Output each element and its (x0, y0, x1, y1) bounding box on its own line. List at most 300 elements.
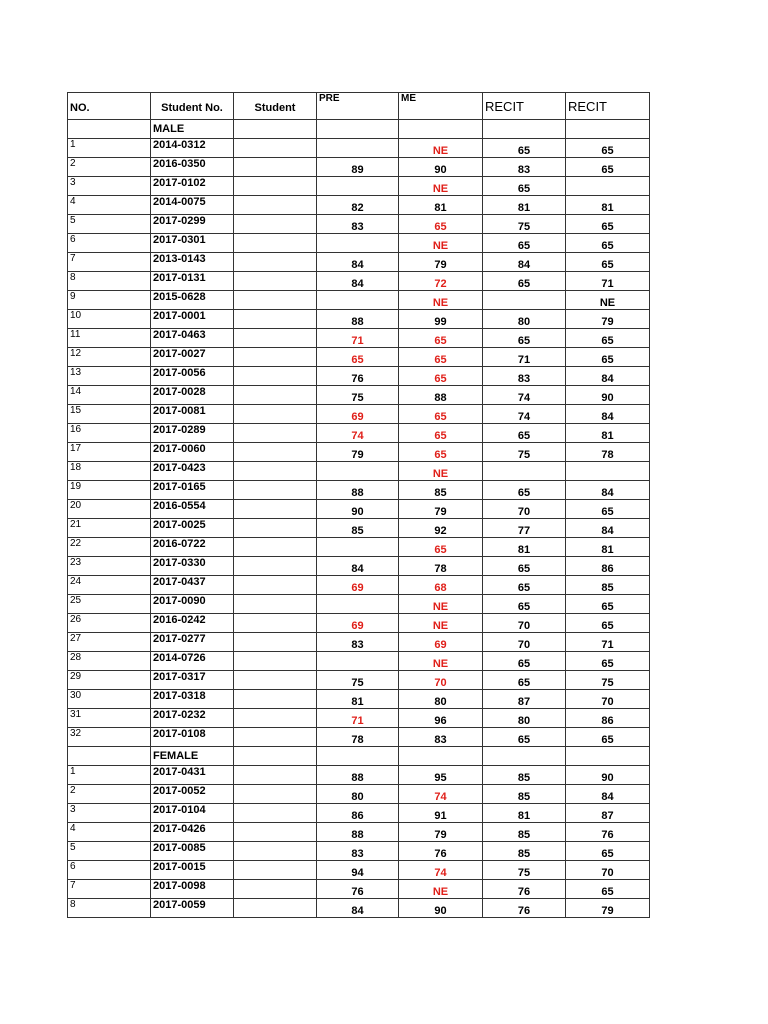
pre-grade: 89 (317, 158, 399, 177)
recit-1-grade: 70 (483, 500, 566, 519)
pre-grade: 88 (317, 481, 399, 500)
table-row (68, 386, 650, 405)
recit-1-grade: 83 (483, 158, 566, 177)
recit-2-grade: 65 (566, 329, 650, 348)
pre-grade: 78 (317, 728, 399, 747)
student-name (234, 234, 317, 253)
row-number: 6 (68, 861, 151, 880)
row-number: 22 (68, 538, 151, 557)
me-grade: 74 (399, 861, 483, 880)
student-name (234, 405, 317, 424)
student-name (234, 899, 317, 918)
recit-2-grade: 79 (566, 310, 650, 329)
recit-1-grade: 65 (483, 139, 566, 158)
row-number: 25 (68, 595, 151, 614)
me-grade: 76 (399, 842, 483, 861)
student-number: 2017-0028 (151, 386, 234, 405)
recit-1-grade: 81 (483, 538, 566, 557)
student-number: 2017-0289 (151, 424, 234, 443)
table-row (68, 576, 650, 595)
row-number: 30 (68, 690, 151, 709)
student-name (234, 139, 317, 158)
student-name (234, 291, 317, 310)
student-name (234, 177, 317, 196)
table-row (68, 785, 650, 804)
table-row (68, 500, 650, 519)
table-row (68, 139, 650, 158)
section-spacer (234, 120, 317, 139)
recit-2-grade: 71 (566, 633, 650, 652)
header-recit-2: RECIT (566, 93, 650, 120)
table-row (68, 158, 650, 177)
pre-grade: 65 (317, 348, 399, 367)
student-name (234, 861, 317, 880)
recit-1-grade: 65 (483, 234, 566, 253)
row-number: 7 (68, 253, 151, 272)
me-grade: 69 (399, 633, 483, 652)
student-name (234, 253, 317, 272)
recit-2-grade: 65 (566, 728, 650, 747)
student-number: 2017-0025 (151, 519, 234, 538)
row-number: 1 (68, 766, 151, 785)
student-name (234, 671, 317, 690)
student-number: 2017-0463 (151, 329, 234, 348)
student-name (234, 614, 317, 633)
student-name (234, 329, 317, 348)
me-grade: 70 (399, 671, 483, 690)
recit-2-grade: 70 (566, 861, 650, 880)
recit-2-grade (566, 462, 650, 481)
table-row (68, 329, 650, 348)
me-grade: 96 (399, 709, 483, 728)
recit-2-grade: 70 (566, 690, 650, 709)
recit-1-grade: 65 (483, 576, 566, 595)
pre-grade: 81 (317, 690, 399, 709)
row-number: 28 (68, 652, 151, 671)
recit-1-grade: 65 (483, 652, 566, 671)
student-number: 2014-0075 (151, 196, 234, 215)
student-name (234, 158, 317, 177)
student-name (234, 386, 317, 405)
recit-2-grade: 86 (566, 557, 650, 576)
pre-grade: 69 (317, 576, 399, 595)
table-row (68, 310, 650, 329)
table-row (68, 709, 650, 728)
student-number: 2017-0301 (151, 234, 234, 253)
table-row (68, 880, 650, 899)
row-number: 5 (68, 215, 151, 234)
recit-2-grade: 65 (566, 652, 650, 671)
me-grade: 95 (399, 766, 483, 785)
section-label: MALE (151, 120, 234, 139)
me-grade: 92 (399, 519, 483, 538)
recit-2-grade: 71 (566, 272, 650, 291)
recit-1-grade: 80 (483, 310, 566, 329)
recit-1-grade: 65 (483, 728, 566, 747)
me-grade: 88 (399, 386, 483, 405)
student-number: 2016-0242 (151, 614, 234, 633)
me-grade: 78 (399, 557, 483, 576)
pre-grade: 84 (317, 253, 399, 272)
recit-2-grade: 86 (566, 709, 650, 728)
pre-grade: 71 (317, 329, 399, 348)
student-number: 2014-0312 (151, 139, 234, 158)
me-grade: 91 (399, 804, 483, 823)
student-name (234, 652, 317, 671)
student-number: 2015-0628 (151, 291, 234, 310)
table-row (68, 842, 650, 861)
pre-grade: 94 (317, 861, 399, 880)
student-number: 2017-0098 (151, 880, 234, 899)
table-row (68, 215, 650, 234)
student-name (234, 557, 317, 576)
pre-grade: 82 (317, 196, 399, 215)
table-row (68, 595, 650, 614)
pre-grade: 84 (317, 272, 399, 291)
me-grade: NE (399, 234, 483, 253)
section-label: FEMALE (151, 747, 234, 766)
recit-1-grade: 65 (483, 424, 566, 443)
recit-1-grade: 77 (483, 519, 566, 538)
row-number: 2 (68, 158, 151, 177)
pre-grade (317, 462, 399, 481)
recit-1-grade: 75 (483, 215, 566, 234)
recit-2-grade: 75 (566, 671, 650, 690)
table-row (68, 899, 650, 918)
recit-2-grade: 81 (566, 538, 650, 557)
student-name (234, 538, 317, 557)
row-number: 18 (68, 462, 151, 481)
me-grade: 85 (399, 481, 483, 500)
recit-2-grade: 90 (566, 386, 650, 405)
header-student-no: Student No. (151, 93, 234, 120)
table-row (68, 481, 650, 500)
me-grade: 80 (399, 690, 483, 709)
me-grade: 65 (399, 443, 483, 462)
table-row (68, 177, 650, 196)
student-name (234, 215, 317, 234)
student-number: 2017-0131 (151, 272, 234, 291)
me-grade: 65 (399, 348, 483, 367)
recit-1-grade: 65 (483, 177, 566, 196)
student-number: 2017-0027 (151, 348, 234, 367)
recit-2-grade: 87 (566, 804, 650, 823)
me-grade: 65 (399, 215, 483, 234)
section-spacer (566, 747, 650, 766)
row-number: 3 (68, 177, 151, 196)
me-grade: 90 (399, 899, 483, 918)
student-number: 2017-0056 (151, 367, 234, 386)
student-name (234, 633, 317, 652)
row-number: 5 (68, 842, 151, 861)
recit-1-grade: 71 (483, 348, 566, 367)
me-grade: 65 (399, 329, 483, 348)
row-number: 20 (68, 500, 151, 519)
pre-grade: 86 (317, 804, 399, 823)
recit-2-grade: 84 (566, 519, 650, 538)
student-name (234, 823, 317, 842)
pre-grade: 83 (317, 215, 399, 234)
recit-1-grade (483, 291, 566, 310)
student-number: 2017-0232 (151, 709, 234, 728)
recit-1-grade: 65 (483, 329, 566, 348)
row-number: 1 (68, 139, 151, 158)
me-grade: NE (399, 139, 483, 158)
me-grade: 72 (399, 272, 483, 291)
section-spacer (399, 120, 483, 139)
student-number: 2017-0015 (151, 861, 234, 880)
recit-2-grade: 65 (566, 880, 650, 899)
recit-2-grade: 65 (566, 139, 650, 158)
pre-grade (317, 538, 399, 557)
row-number: 11 (68, 329, 151, 348)
student-number: 2017-0104 (151, 804, 234, 823)
student-name (234, 709, 317, 728)
table-row (68, 462, 650, 481)
recit-2-grade: 65 (566, 614, 650, 633)
recit-2-grade: 84 (566, 481, 650, 500)
student-number: 2017-0060 (151, 443, 234, 462)
pre-grade: 75 (317, 671, 399, 690)
table-row (68, 804, 650, 823)
student-name (234, 880, 317, 899)
student-number: 2017-0437 (151, 576, 234, 595)
recit-1-grade: 85 (483, 785, 566, 804)
table-row (68, 196, 650, 215)
pre-grade (317, 652, 399, 671)
student-number: 2016-0554 (151, 500, 234, 519)
table-row (68, 538, 650, 557)
student-number: 2017-0431 (151, 766, 234, 785)
recit-1-grade: 70 (483, 633, 566, 652)
me-grade: NE (399, 177, 483, 196)
row-number: 24 (68, 576, 151, 595)
pre-grade: 88 (317, 823, 399, 842)
pre-grade: 71 (317, 709, 399, 728)
student-number: 2017-0108 (151, 728, 234, 747)
pre-grade: 88 (317, 766, 399, 785)
header-student: Student (234, 93, 317, 120)
row-number: 14 (68, 386, 151, 405)
student-name (234, 443, 317, 462)
student-number: 2017-0090 (151, 595, 234, 614)
me-grade: 79 (399, 500, 483, 519)
student-number: 2017-0001 (151, 310, 234, 329)
student-name (234, 424, 317, 443)
pre-grade (317, 234, 399, 253)
student-number: 2017-0423 (151, 462, 234, 481)
student-number: 2017-0165 (151, 481, 234, 500)
student-name (234, 785, 317, 804)
table-row (68, 253, 650, 272)
recit-1-grade: 81 (483, 804, 566, 823)
student-number: 2017-0317 (151, 671, 234, 690)
section-spacer (566, 120, 650, 139)
me-grade: 65 (399, 424, 483, 443)
recit-2-grade: 65 (566, 215, 650, 234)
header-recit-1: RECIT (483, 93, 566, 120)
recit-2-grade: 85 (566, 576, 650, 595)
recit-2-grade: 65 (566, 842, 650, 861)
table-row (68, 348, 650, 367)
pre-grade: 90 (317, 500, 399, 519)
recit-1-grade: 87 (483, 690, 566, 709)
student-name (234, 804, 317, 823)
row-number: 8 (68, 899, 151, 918)
me-grade: 68 (399, 576, 483, 595)
me-grade: NE (399, 652, 483, 671)
recit-1-grade: 65 (483, 481, 566, 500)
header-no: NO. (68, 93, 151, 120)
student-name (234, 595, 317, 614)
me-grade: 65 (399, 538, 483, 557)
grades-table (67, 92, 650, 918)
section-spacer (483, 747, 566, 766)
me-grade: 99 (399, 310, 483, 329)
section-spacer (317, 747, 399, 766)
recit-2-grade: 79 (566, 899, 650, 918)
student-name (234, 766, 317, 785)
table-row (68, 861, 650, 880)
table-row (68, 424, 650, 443)
recit-1-grade (483, 462, 566, 481)
recit-2-grade: 65 (566, 158, 650, 177)
section-spacer (317, 120, 399, 139)
pre-grade (317, 595, 399, 614)
row-number: 29 (68, 671, 151, 690)
me-grade: NE (399, 880, 483, 899)
recit-2-grade: 84 (566, 367, 650, 386)
table-row (68, 367, 650, 386)
student-name (234, 462, 317, 481)
recit-1-grade: 84 (483, 253, 566, 272)
recit-1-grade: 85 (483, 766, 566, 785)
table-row (68, 443, 650, 462)
pre-grade: 75 (317, 386, 399, 405)
student-name (234, 690, 317, 709)
recit-2-grade: 81 (566, 196, 650, 215)
student-name (234, 481, 317, 500)
pre-grade: 74 (317, 424, 399, 443)
section-spacer (234, 747, 317, 766)
recit-2-grade: 76 (566, 823, 650, 842)
pre-grade (317, 177, 399, 196)
row-number: 13 (68, 367, 151, 386)
pre-grade: 80 (317, 785, 399, 804)
pre-grade: 84 (317, 557, 399, 576)
section-spacer (68, 747, 151, 766)
row-number: 23 (68, 557, 151, 576)
student-number: 2016-0350 (151, 158, 234, 177)
table-row (68, 728, 650, 747)
me-grade: 79 (399, 823, 483, 842)
table-row (68, 614, 650, 633)
recit-1-grade: 65 (483, 671, 566, 690)
table-row (68, 291, 650, 310)
student-number: 2017-0426 (151, 823, 234, 842)
student-number: 2017-0081 (151, 405, 234, 424)
row-number: 3 (68, 804, 151, 823)
row-number: 16 (68, 424, 151, 443)
row-number: 10 (68, 310, 151, 329)
table-row (68, 405, 650, 424)
row-number: 8 (68, 272, 151, 291)
pre-grade: 69 (317, 405, 399, 424)
table-row (68, 272, 650, 291)
me-grade: NE (399, 462, 483, 481)
pre-grade: 76 (317, 367, 399, 386)
recit-2-grade: 65 (566, 234, 650, 253)
table-row (68, 519, 650, 538)
student-number: 2017-0318 (151, 690, 234, 709)
student-name (234, 348, 317, 367)
me-grade: NE (399, 614, 483, 633)
recit-2-grade: 65 (566, 595, 650, 614)
section-row (68, 120, 650, 139)
recit-1-grade: 85 (483, 823, 566, 842)
recit-2-grade: 65 (566, 348, 650, 367)
student-number: 2017-0052 (151, 785, 234, 804)
table-row (68, 633, 650, 652)
section-spacer (68, 120, 151, 139)
row-number: 27 (68, 633, 151, 652)
table-row (68, 823, 650, 842)
recit-1-grade: 76 (483, 899, 566, 918)
student-number: 2017-0085 (151, 842, 234, 861)
section-spacer (399, 747, 483, 766)
pre-grade: 83 (317, 633, 399, 652)
pre-grade: 76 (317, 880, 399, 899)
recit-2-grade: 65 (566, 253, 650, 272)
row-number: 15 (68, 405, 151, 424)
me-grade: 74 (399, 785, 483, 804)
recit-2-grade: 65 (566, 500, 650, 519)
row-number: 2 (68, 785, 151, 804)
recit-1-grade: 76 (483, 880, 566, 899)
pre-grade: 85 (317, 519, 399, 538)
row-number: 6 (68, 234, 151, 253)
student-number: 2017-0299 (151, 215, 234, 234)
student-number: 2017-0102 (151, 177, 234, 196)
pre-grade: 69 (317, 614, 399, 633)
student-name (234, 728, 317, 747)
recit-1-grade: 65 (483, 272, 566, 291)
table-row (68, 690, 650, 709)
row-number: 21 (68, 519, 151, 538)
table-row (68, 234, 650, 253)
recit-1-grade: 74 (483, 405, 566, 424)
student-name (234, 500, 317, 519)
me-grade: 65 (399, 367, 483, 386)
pre-grade: 83 (317, 842, 399, 861)
recit-1-grade: 75 (483, 443, 566, 462)
recit-2-grade: 81 (566, 424, 650, 443)
me-grade: NE (399, 595, 483, 614)
recit-1-grade: 65 (483, 557, 566, 576)
student-number: 2013-0143 (151, 253, 234, 272)
recit-2-grade: 84 (566, 405, 650, 424)
row-number: 12 (68, 348, 151, 367)
student-name (234, 367, 317, 386)
row-number: 4 (68, 196, 151, 215)
recit-2-grade: 78 (566, 443, 650, 462)
student-name (234, 576, 317, 595)
row-number: 7 (68, 880, 151, 899)
me-grade: 79 (399, 253, 483, 272)
recit-2-grade (566, 177, 650, 196)
table-row (68, 652, 650, 671)
recit-2-grade: 84 (566, 785, 650, 804)
